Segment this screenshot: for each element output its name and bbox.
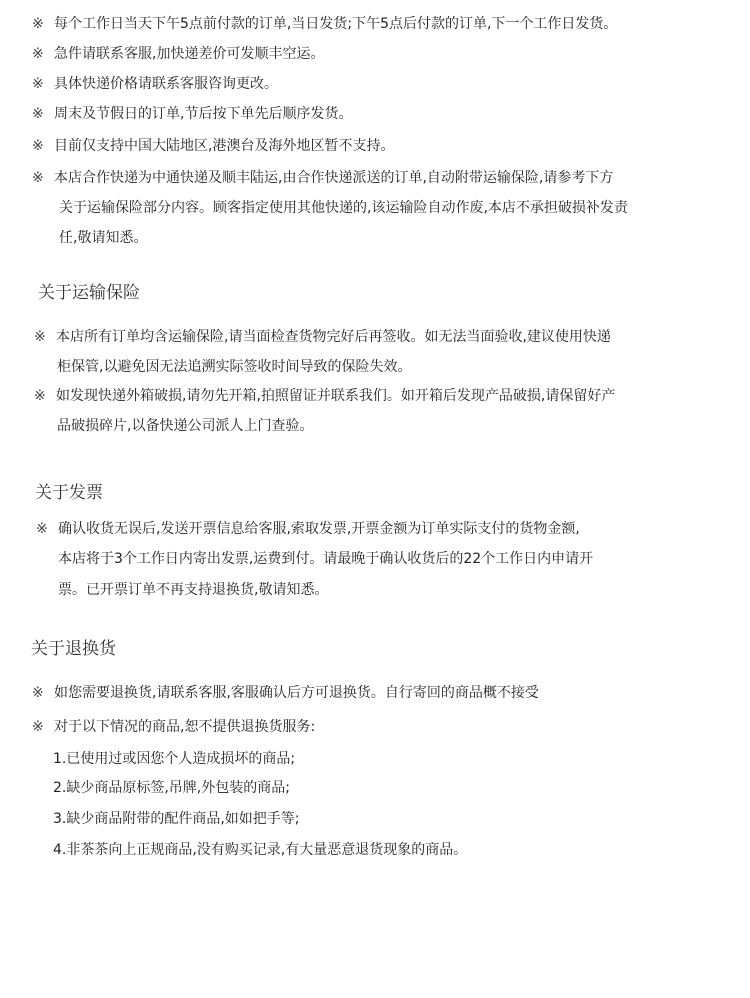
invoice-line-3: 票。已开票订单不再支持退换货,敬请知悉。 <box>58 582 329 598</box>
returns-list-item-1: 1.已使用过或因您个人造成损坏的商品; <box>53 751 296 767</box>
reference-mark: ※ <box>34 329 46 345</box>
insurance-item-text: 如发现快递外箱破损,请勿先开箱,拍照留证并联系我们。如开箱后发现产品破损,请保留好产 <box>56 388 616 404</box>
shipping-item-4 <box>32 104 352 124</box>
shipping-item-text: 具体快递价格请联系客服咨询更改。 <box>54 76 278 92</box>
returns-item-text: 如您需要退换货,请联系客服,客服确认后方可退换货。自行寄回的商品概不接受 <box>54 685 539 701</box>
insurance-item-text: 本店所有订单均含运输保险,请当面检查货物完好后再签收。如无法当面验收,建议使用快递 <box>56 329 611 345</box>
returns-list-item-4: 4.非茶茶向上正规商品,没有购买记录,有大量恶意退货现象的商品。 <box>53 842 468 858</box>
reference-mark: ※ <box>32 719 44 735</box>
invoice-title: 关于发票 <box>35 483 103 503</box>
reference-mark: ※ <box>32 16 44 32</box>
returns-item-1 <box>32 683 539 703</box>
reference-mark: ※ <box>32 170 44 186</box>
shipping-item-text: 急件请联系客服,加快递差价可发顺丰空运。 <box>54 46 325 62</box>
insurance-item-2-line-1 <box>34 386 615 406</box>
invoice-line-1 <box>36 519 580 539</box>
reference-mark: ※ <box>32 76 44 92</box>
shipping-item-6-line-1 <box>32 168 613 188</box>
shipping-item-1 <box>32 14 617 34</box>
returns-list-item-3: 3.缺少商品附带的配件商品,如如把手等; <box>53 811 300 827</box>
insurance-item-1-line-1 <box>34 327 611 347</box>
shipping-item-2 <box>32 44 324 64</box>
invoice-text: 确认收货无误后,发送开票信息给客服,索取发票,开票金额为订单实际支付的货物金额, <box>58 521 580 537</box>
shipping-item-text: 本店合作快递为中通快递及顺丰陆运,由合作快递派送的订单,自动附带运输保险,请参考下方 <box>54 170 614 186</box>
reference-mark: ※ <box>36 521 48 537</box>
shipping-item-6-line-2: 关于运输保险部分内容。顾客指定使用其他快递的,该运输险自动作废,本店不承担破损补发责 <box>59 200 628 216</box>
insurance-item-1-line-2: 柜保管,以避免因无法追溯实际签收时间导致的保险失效。 <box>57 359 412 375</box>
invoice-line-2: 本店将于3个工作日内寄出发票,运费到付。请最晚于确认收货后的22个工作日内申请开 <box>58 551 594 567</box>
shipping-item-text: 每个工作日当天下午5点前付款的订单,当日发货;下午5点后付款的订单,下一个工作日发货。 <box>54 16 618 32</box>
insurance-item-2-line-2: 品破损碎片,以备快递公司派人上门查验。 <box>57 418 314 434</box>
returns-title: 关于退换货 <box>31 639 116 659</box>
shipping-item-3 <box>32 74 278 94</box>
shipping-item-6-line-3: 任,敬请知悉。 <box>59 230 148 246</box>
shipping-item-text: 目前仅支持中国大陆地区,港澳台及海外地区暂不支持。 <box>54 138 395 154</box>
reference-mark: ※ <box>34 388 46 404</box>
insurance-title: 关于运输保险 <box>38 283 140 303</box>
reference-mark: ※ <box>32 106 44 122</box>
reference-mark: ※ <box>32 685 44 701</box>
reference-mark: ※ <box>32 138 44 154</box>
reference-mark: ※ <box>32 46 44 62</box>
returns-item-text: 对于以下情况的商品,恕不提供退换货服务: <box>54 719 316 735</box>
returns-item-2 <box>32 717 315 737</box>
shipping-item-text: 周末及节假日的订单,节后按下单先后顺序发货。 <box>54 106 353 122</box>
returns-list-item-2: 2.缺少商品原标签,吊牌,外包装的商品; <box>53 780 290 796</box>
shipping-item-5 <box>32 136 394 156</box>
